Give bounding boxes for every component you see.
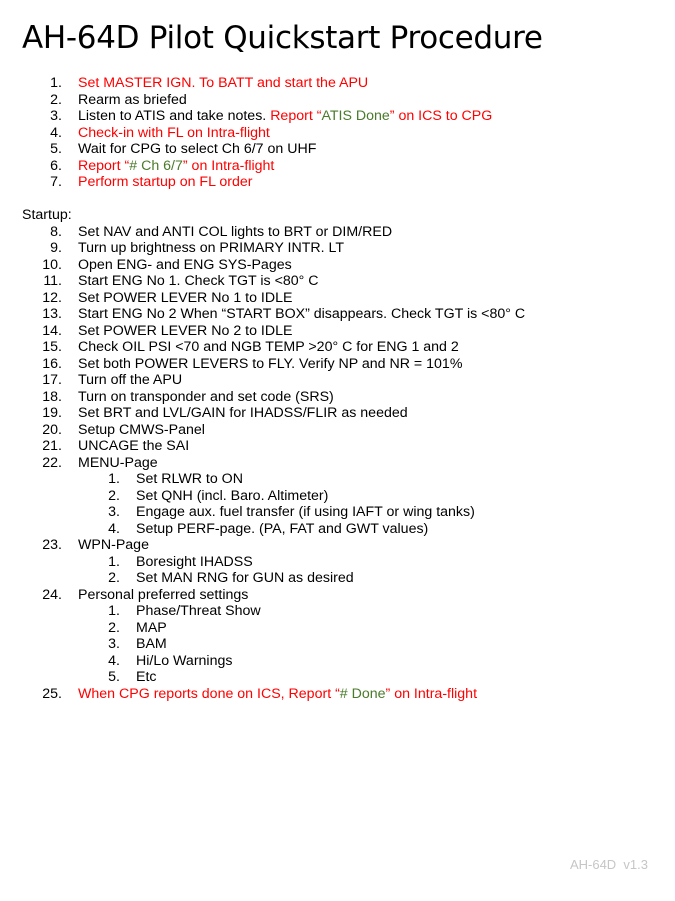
item-text-segment: Start ENG No 2 When “START BOX” disappears. Check TGT is <80° C — [78, 306, 526, 322]
item-number: 1. — [108, 603, 120, 619]
item-number: 20. — [42, 421, 62, 438]
item-text-segment: When CPG reports done on ICS, Report “ — [78, 685, 340, 702]
item-text-segment: Personal preferred settings — [78, 586, 249, 603]
item-text-segment: ” on Intra-flight — [385, 685, 478, 702]
item-text — [78, 92, 187, 109]
item-text: MAP — [136, 619, 167, 636]
item-text-segment: Open ENG- and ENG SYS-Pages — [78, 256, 292, 273]
item-text: Set RLWR to ON — [136, 471, 243, 487]
item-number: 3. — [108, 636, 120, 652]
item-number: 2. — [50, 91, 62, 108]
item-text — [78, 257, 292, 274]
item-text — [78, 158, 274, 175]
item-text: BAM — [136, 636, 167, 652]
item-text: Etc — [136, 669, 157, 685]
item-text: Boresight IHADSS — [136, 553, 253, 570]
item-text — [78, 455, 158, 472]
item-number: 8. — [50, 223, 62, 240]
item-text — [78, 323, 292, 340]
item-text — [78, 273, 319, 290]
item-text: Phase/Threat Show — [136, 603, 261, 619]
item-text — [78, 438, 189, 455]
item-text — [78, 537, 149, 554]
item-text — [78, 240, 344, 257]
item-text-segment: Check-in with FL on Intra-flight — [78, 124, 270, 141]
item-number: 2. — [108, 487, 120, 504]
page-title: AH-64D Pilot Quickstart Procedure — [22, 20, 543, 56]
item-text-segment: Turn off the APU — [78, 372, 183, 388]
version-footer: AH-64D v1.3 — [569, 857, 648, 872]
item-text — [78, 587, 248, 604]
item-number: 9. — [50, 240, 62, 256]
item-number: 11. — [43, 273, 62, 289]
item-text-segment: Listen to ATIS and take notes. — [78, 108, 271, 124]
item-text — [78, 686, 477, 703]
item-text-segment: Set POWER LEVER No 2 to IDLE — [78, 322, 293, 339]
item-number: 4. — [50, 124, 62, 141]
item-number: 3. — [108, 504, 120, 520]
item-text — [78, 224, 392, 241]
item-text — [78, 306, 525, 323]
item-text-segment: Check OIL PSI <70 and NGB TEMP >20° C for ENG 1 and 2 — [78, 339, 459, 355]
item-number: 25. — [42, 685, 62, 702]
item-text — [78, 290, 292, 307]
item-text — [78, 405, 408, 422]
item-number: 22. — [42, 454, 62, 471]
item-number: 10. — [42, 256, 62, 273]
item-text-segment: # Ch 6/7 — [129, 157, 183, 174]
item-text-segment: Turn on transponder and set code (SRS) — [78, 388, 334, 405]
item-number: 16. — [42, 355, 62, 372]
item-number: 1. — [50, 75, 62, 91]
item-text-segment: Perform startup on FL order — [78, 174, 253, 190]
item-number: 24. — [42, 586, 62, 603]
item-text: Setup PERF-page. (PA, FAT and GWT values) — [136, 520, 429, 537]
item-text-segment: # Done — [339, 685, 386, 702]
item-number: 5. — [50, 141, 62, 157]
item-text — [78, 141, 316, 158]
item-text-segment: Set MASTER IGN. To BATT and start the APU — [78, 75, 369, 91]
item-number: 17. — [42, 372, 62, 388]
item-text-segment: ATIS Done — [321, 108, 390, 124]
item-number: 4. — [108, 520, 120, 537]
item-text: Engage aux. fuel transfer (if using IAFT or wing tanks) — [136, 504, 475, 520]
item-number: 18. — [42, 388, 62, 405]
item-text-segment: WPN-Page — [78, 537, 149, 553]
item-text: Set QNH (incl. Baro. Altimeter) — [136, 487, 329, 504]
item-number: 7. — [50, 174, 62, 190]
item-text-segment: Wait for CPG to select Ch 6/7 on UHF — [78, 141, 317, 157]
item-text-segment: Set BRT and LVL/GAIN for IHADSS/FLIR as needed — [78, 405, 408, 421]
item-number: 2. — [108, 570, 120, 586]
item-text — [78, 125, 270, 142]
item-text — [78, 108, 492, 125]
item-text-segment: MENU-Page — [78, 454, 158, 471]
item-text-segment: Report “ — [78, 157, 130, 174]
item-number: 1. — [108, 471, 120, 487]
item-text — [78, 389, 334, 406]
item-number: 13. — [42, 306, 62, 322]
item-text-segment: Set both POWER LEVERS to FLY. Verify NP and NR = 101% — [78, 355, 463, 372]
item-text: Set MAN RNG for GUN as desired — [136, 570, 354, 586]
item-number: 12. — [42, 289, 62, 306]
item-text-segment: Set NAV and ANTI COL lights to BRT or DIM/RED — [78, 223, 393, 240]
item-number: 21. — [42, 438, 62, 454]
item-number: 15. — [42, 339, 62, 355]
item-number: 14. — [42, 322, 62, 339]
item-text-segment: Report “ — [270, 108, 322, 124]
item-text — [78, 174, 253, 191]
item-text — [78, 372, 182, 389]
item-number: 3. — [50, 108, 62, 124]
item-number: 4. — [108, 652, 120, 669]
item-text-segment: Set POWER LEVER No 1 to IDLE — [78, 289, 293, 306]
item-text-segment: Setup CMWS-Panel — [78, 421, 205, 438]
item-text-segment: Start ENG No 1. Check TGT is <80° C — [78, 273, 319, 289]
item-number: 19. — [42, 405, 62, 421]
item-number: 6. — [50, 157, 62, 174]
item-text-segment: Turn up brightness on PRIMARY INTR. LT — [78, 240, 344, 256]
item-text-segment: ” on ICS to CPG — [389, 108, 493, 124]
item-number: 1. — [108, 553, 120, 570]
item-text — [78, 339, 459, 356]
item-text-segment: Rearm as briefed — [78, 91, 187, 108]
item-number: 2. — [108, 619, 120, 636]
item-text: Hi/Lo Warnings — [136, 652, 233, 669]
item-text-segment: ” on Intra-flight — [182, 157, 275, 174]
item-text — [78, 356, 462, 373]
item-number: 23. — [42, 537, 62, 553]
item-text — [78, 75, 368, 92]
section-heading-startup: Startup: — [22, 207, 72, 223]
item-text — [78, 422, 205, 439]
item-text-segment: UNCAGE the SAI — [78, 438, 190, 454]
item-number: 5. — [108, 669, 120, 685]
